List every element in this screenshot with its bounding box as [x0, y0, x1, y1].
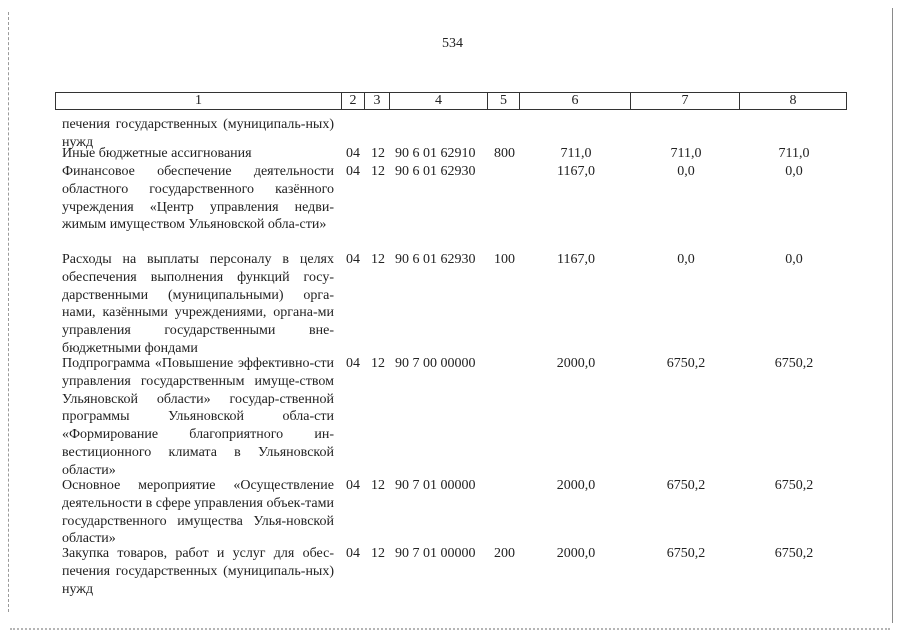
page-number: 534 [442, 36, 463, 51]
row-subsection: 12 [371, 478, 385, 493]
row-expense-type: 200 [494, 546, 515, 561]
row-name: Подпрограмма «Повышение эффективно-сти управления государственным имуще-ством Ульяновской области» государ-ственной программы Ульяновской обла-сти «Формирование благоприятного ин-вестиционного климата в Ульяновской области» [62, 356, 334, 478]
row-target-code: 90 6 01 62930 [395, 252, 476, 267]
column-header-1: 1 [55, 92, 342, 110]
row-amount-col7: 6750,2 [666, 546, 706, 561]
row-amount-col7: 6750,2 [666, 478, 706, 493]
row-expense-type: 800 [494, 146, 515, 161]
row-amount-col7: 0,0 [677, 164, 695, 179]
row-amount-col6: 711,0 [560, 146, 592, 161]
row-amount-col6: 1167,0 [557, 164, 595, 179]
row-section: 04 [346, 252, 360, 267]
left-scan-edge [8, 12, 9, 612]
row-amount-col6: 2000,0 [556, 478, 596, 493]
row-amount-col8: 0,0 [785, 164, 803, 179]
row-name: Иные бюджетные ассигнования [62, 146, 252, 161]
column-header-5: 5 [487, 92, 520, 110]
column-header-8: 8 [739, 92, 847, 110]
row-amount-col6: 2000,0 [556, 356, 596, 371]
row-amount-col7: 6750,2 [666, 356, 706, 371]
row-amount-col7: 711,0 [670, 146, 702, 161]
row-name: печения государственных (муниципаль-ных) нужд [62, 117, 334, 150]
row-section: 04 [346, 546, 360, 561]
row-subsection: 12 [371, 146, 385, 161]
row-amount-col8: 6750,2 [774, 356, 814, 371]
column-header-7: 7 [630, 92, 740, 110]
row-section: 04 [346, 146, 360, 161]
row-name: Расходы на выплаты персоналу в целях обеспечения выполнения функций госу-дарственными (муниципальными) орга-нами, казёнными учреждениями, органа-ми управления государственными вне-бюджетными фондами [62, 252, 334, 356]
row-target-code: 90 6 01 62930 [395, 164, 476, 179]
right-scan-edge [892, 8, 893, 623]
row-subsection: 12 [371, 356, 385, 371]
row-target-code: 90 6 01 62910 [395, 146, 476, 161]
row-target-code: 90 7 01 00000 [395, 546, 476, 561]
row-target-code: 90 7 01 00000 [395, 478, 476, 493]
column-header-4: 4 [389, 92, 488, 110]
row-amount-col8: 0,0 [785, 252, 803, 267]
row-amount-col6: 2000,0 [556, 546, 596, 561]
row-amount-col8: 6750,2 [774, 546, 814, 561]
row-name: Основное мероприятие «Осуществление деятельности в сфере управления объек-тами государственного имущества Улья-новской области» [62, 478, 334, 547]
row-section: 04 [346, 356, 360, 371]
row-section: 04 [346, 164, 360, 179]
row-amount-col7: 0,0 [677, 252, 695, 267]
row-name: Финансовое обеспечение деятельности областного государственного казённого учреждения «Центр управления недви-жимым имуществом Ульяновской обла-сти» [62, 164, 334, 233]
row-amount-col6: 1167,0 [557, 252, 595, 267]
bottom-scan-edge [10, 628, 890, 630]
row-expense-type: 100 [494, 252, 515, 267]
row-subsection: 12 [371, 546, 385, 561]
row-subsection: 12 [371, 164, 385, 179]
row-subsection: 12 [371, 252, 385, 267]
row-name: Закупка товаров, работ и услуг для обес-печения государственных (муниципаль-ных) нужд [62, 546, 334, 597]
row-amount-col8: 6750,2 [774, 478, 814, 493]
column-header-6: 6 [519, 92, 631, 110]
row-section: 04 [346, 478, 360, 493]
row-amount-col8: 711,0 [778, 146, 810, 161]
row-target-code: 90 7 00 00000 [395, 356, 476, 371]
column-header-3: 3 [364, 92, 390, 110]
column-header-2: 2 [341, 92, 365, 110]
